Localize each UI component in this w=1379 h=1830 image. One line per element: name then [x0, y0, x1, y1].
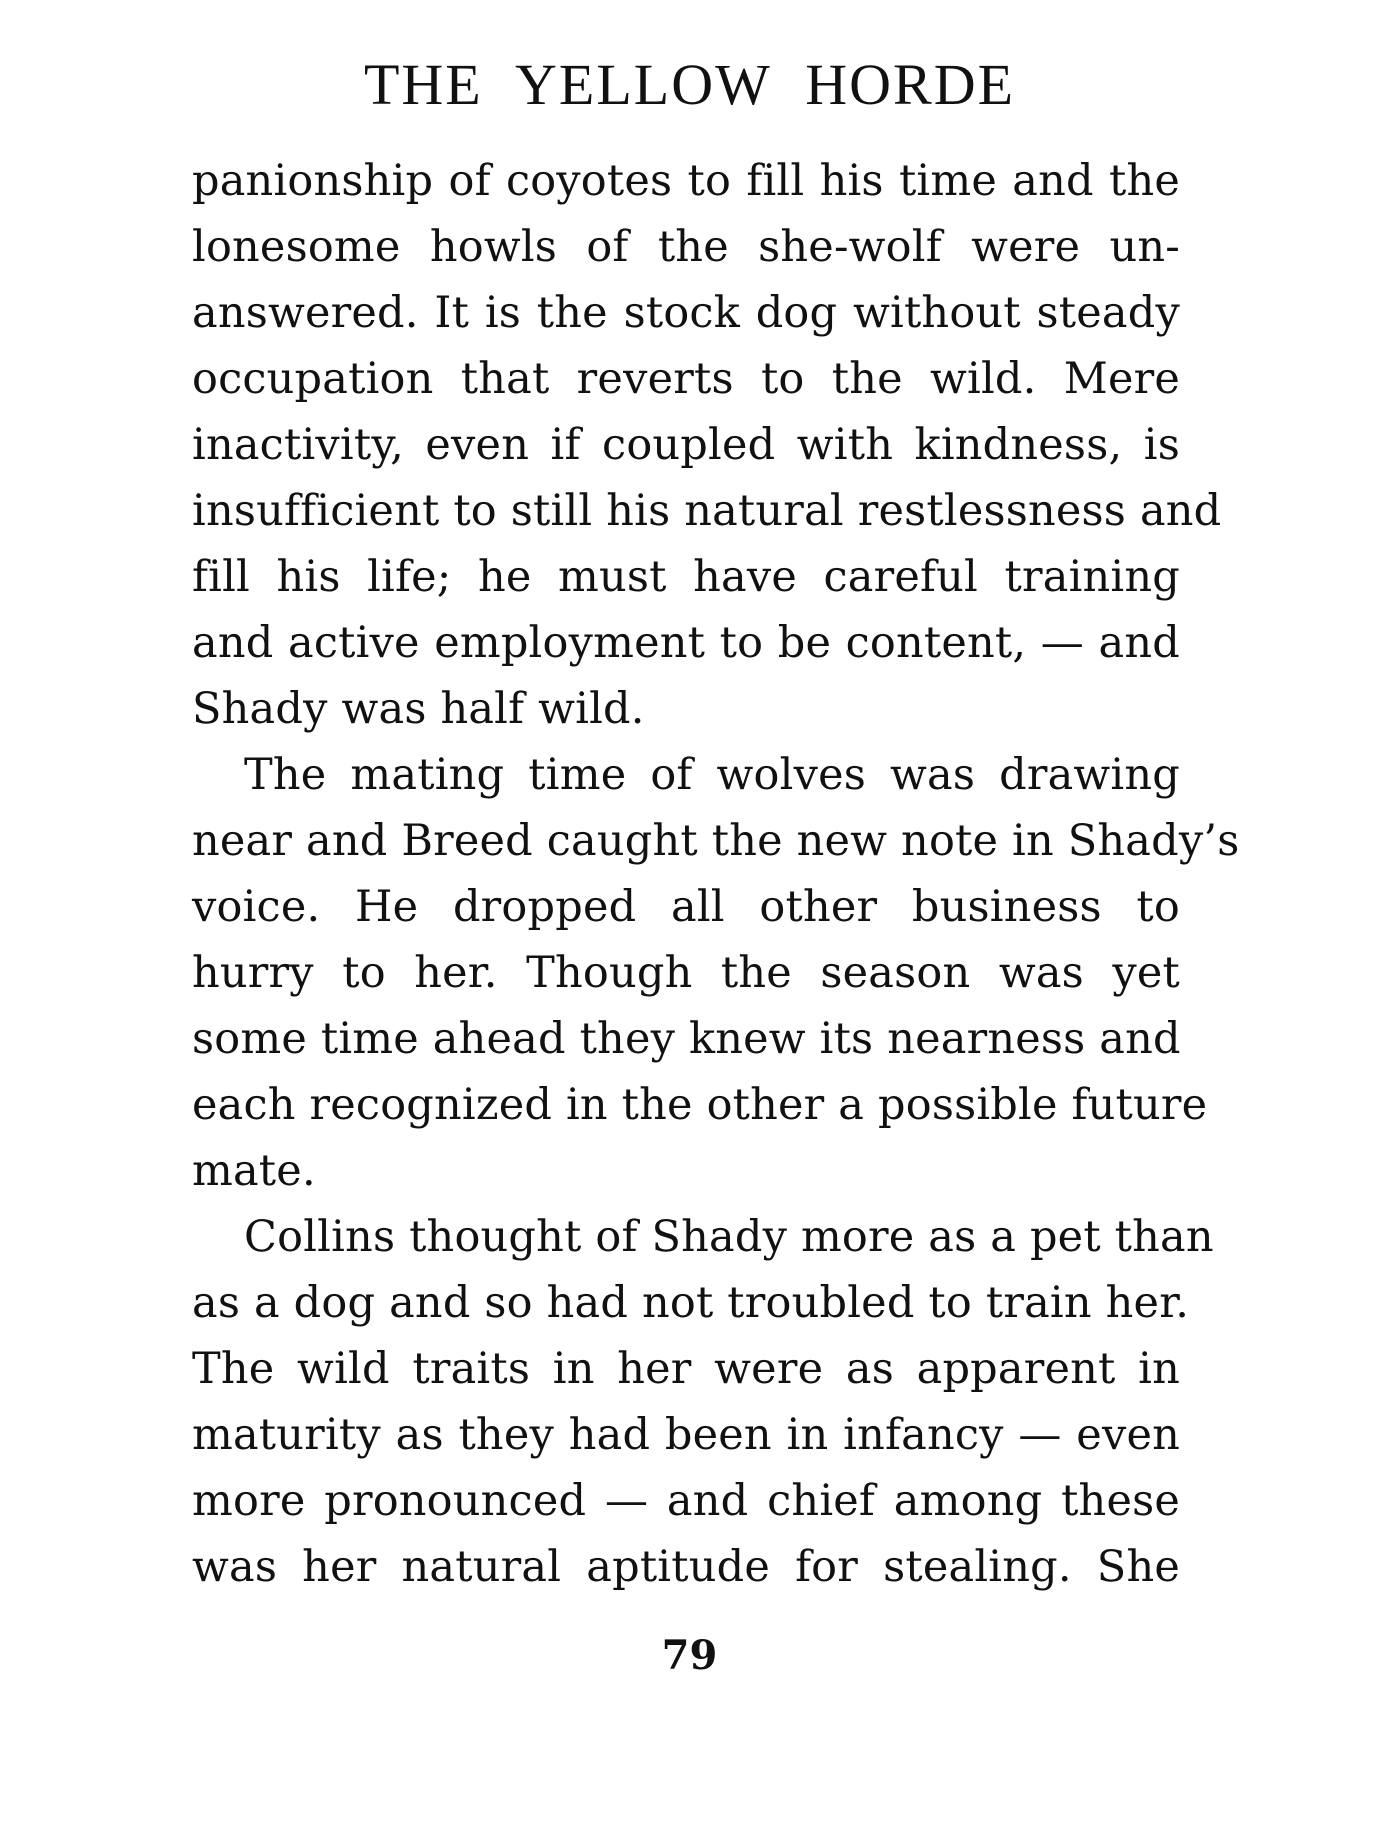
text-line: mate. [192, 1146, 316, 1196]
text-line: occupation that reverts to the wild. Mere [192, 354, 1180, 404]
text-line: answered. It is the stock dog without steady [192, 288, 1180, 338]
body-text [192, 148, 1240, 1600]
text-line: as a dog and so had not troubled to train her. [192, 1278, 1190, 1328]
paragraph-1 [192, 148, 1222, 742]
text-line: fill his life; he must have careful training [192, 552, 1180, 602]
text-line: and active employment to be content, — and [192, 618, 1180, 668]
text-line: inactivity, even if coupled with kindness, is [192, 420, 1180, 470]
text-line: maturity as they had been in infancy — even [192, 1410, 1180, 1460]
text-line: insufficient to still his natural restlessness and [192, 486, 1222, 536]
text-line: lonesome howls of the she-wolf were un- [192, 222, 1180, 272]
text-line: was her natural aptitude for stealing. She [192, 1542, 1180, 1592]
text-line: Collins thought of Shady more as a pet than [244, 1212, 1214, 1262]
text-line: The mating time of wolves was drawing [244, 750, 1180, 800]
text-line: The wild traits in her were as apparent in [192, 1344, 1180, 1394]
paragraph-2 [192, 742, 1240, 1204]
text-line: voice. He dropped all other business to [192, 882, 1180, 932]
text-line: Shady was half wild. [192, 684, 645, 734]
text-line: near and Breed caught the new note in Shady’s [192, 816, 1240, 866]
paragraph-3 [192, 1204, 1214, 1600]
text-line: each recognized in the other a possible future [192, 1080, 1208, 1130]
text-line: some time ahead they knew its nearness and [192, 1014, 1181, 1064]
text-line: panionship of coyotes to fill his time and the [192, 156, 1180, 206]
text-line: more pronounced — and chief among these [192, 1476, 1180, 1526]
text-line: hurry to her. Though the season was yet [192, 948, 1180, 998]
page-number: 79 [661, 1632, 718, 1679]
running-head-title: THE YELLOW HORDE [363, 52, 1016, 117]
